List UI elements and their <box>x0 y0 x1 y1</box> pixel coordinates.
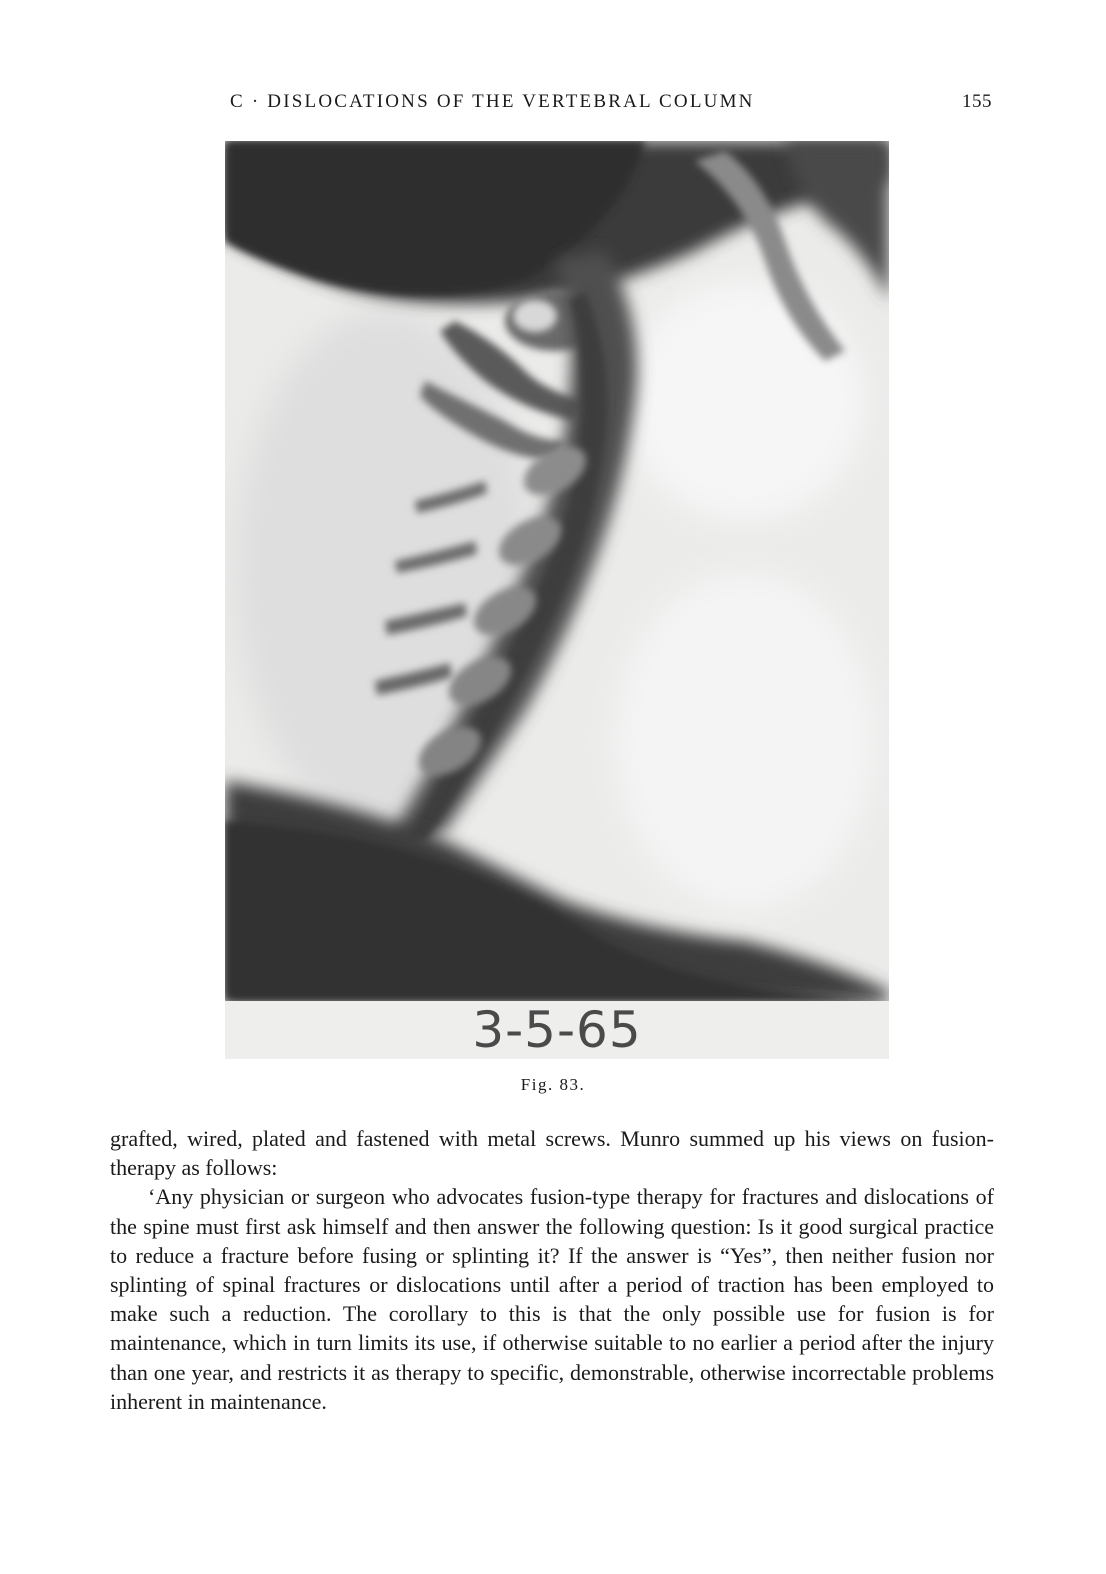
film-date-stamp: 3-5-65 <box>472 1001 642 1059</box>
xray-figure <box>225 141 889 1059</box>
running-title: C · DISLOCATIONS OF THE VERTEBRAL COLUMN <box>230 91 755 112</box>
quoted-paragraph: ‘Any physician or surgeon who advocates fusion-type therapy for fractures and dislocations of the spine must first ask himself and then answer the following question: Is it good surgical practice to reduce a fracture before fusing or splinting it? If the answer is “Yes”, then neither fusion nor splinting of spinal fractures or dislocations until after a period of traction has been employed to make such a reduction. The corollary to this is that the only possible use for fusion is for maintenance, which in turn limits its use, if otherwise suitable to no earlier a period after the injury than one year, and restricts it as therapy to specific, demonstrable, otherwise incorrectable problems inherent in maintenance. <box>110 1184 994 1414</box>
running-header <box>0 91 1106 117</box>
paragraph: grafted, wired, plated and fastened with metal screws. Munro summed up his views on fusion-therapy as follows: <box>110 1126 994 1181</box>
cervical-spine-xray-image <box>225 141 889 1059</box>
page-number: 155 <box>962 91 992 112</box>
figure-caption: Fig. 83. <box>520 1075 586 1094</box>
body-text <box>110 1124 994 1416</box>
